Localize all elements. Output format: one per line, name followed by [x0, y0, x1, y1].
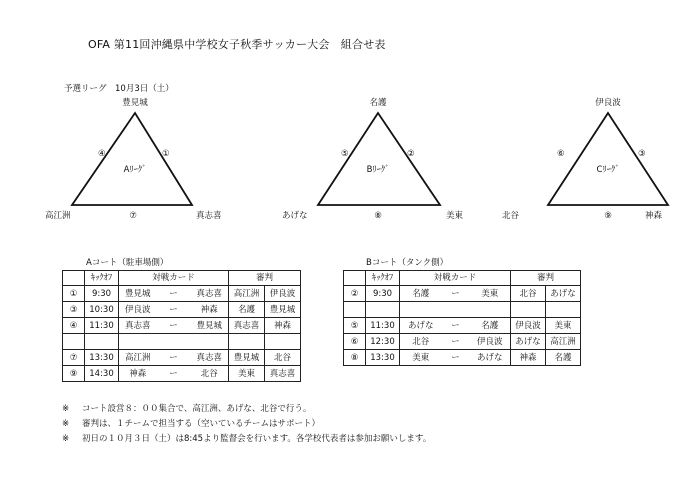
empty-cell: [470, 302, 511, 318]
referee-1: 名護: [229, 302, 265, 318]
court-b-table: [343, 270, 581, 366]
note-text: 初日の１０月３日（土）は8:45より監督会を行います。各学校代表者は参加お願いします。: [82, 434, 432, 444]
home-team: 豊見城: [119, 286, 157, 302]
group-a-match-bottom: ⑦: [129, 211, 137, 221]
empty-cell: [191, 334, 229, 350]
empty-cell: [442, 302, 470, 318]
group-c-name: Cﾘｰｸﾞ: [596, 165, 620, 175]
table-row: [344, 286, 581, 302]
header-kickoff: ｷｯｸｵﾌ: [366, 271, 400, 286]
note-referee: [62, 419, 320, 430]
empty-cell: [229, 334, 265, 350]
referee-1: 伊良波: [511, 318, 546, 334]
empty-cell: [265, 334, 301, 350]
match-number: ②: [344, 286, 366, 302]
empty-cell: [157, 334, 191, 350]
referee-1: 高江洲: [229, 286, 265, 302]
group-b-match-bottom: ⑧: [374, 211, 382, 221]
referee-2: 伊良波: [265, 286, 301, 302]
header-referee: 審判: [229, 271, 301, 286]
page-title: OFA 第11回沖縄県中学校女子秋季サッカー大会 組合せ表: [88, 38, 386, 51]
group-a-top-team: 豊見城: [122, 98, 148, 108]
group-b-left-team: あげな: [282, 211, 308, 221]
table-row: [344, 350, 581, 366]
group-c-top-team: 伊良波: [595, 98, 621, 108]
table-row: [63, 302, 301, 318]
match-number: ⑦: [63, 350, 85, 366]
table-row-blank: [344, 302, 581, 318]
away-team: 美東: [470, 286, 511, 302]
group-c-right-team: 神森: [645, 211, 663, 221]
group-b-top-team: 名護: [369, 98, 387, 108]
versus-dash: ー: [442, 286, 470, 302]
away-team: あげな: [470, 350, 511, 366]
table-row: [63, 350, 301, 366]
empty-cell: [400, 302, 442, 318]
match-number: ④: [63, 318, 85, 334]
home-team: 神森: [119, 366, 157, 382]
header-match: 対戦カード: [119, 271, 229, 286]
referee-2: 高江洲: [546, 334, 581, 350]
triangle-c: [548, 113, 668, 205]
header-number: [63, 271, 85, 286]
note-mark: ※: [62, 434, 70, 444]
home-team: 北谷: [400, 334, 442, 350]
match-number: ①: [63, 286, 85, 302]
away-team: 北谷: [191, 366, 229, 382]
table-row-blank: [63, 334, 301, 350]
league-triangles: [0, 0, 700, 240]
match-number: ⑥: [344, 334, 366, 350]
versus-dash: ー: [157, 302, 191, 318]
court-a-table: [62, 270, 301, 382]
empty-cell: [63, 334, 85, 350]
group-c-match-right: ③: [638, 149, 646, 159]
empty-cell: [344, 302, 366, 318]
header-number: [344, 271, 366, 286]
match-number: ⑨: [63, 366, 85, 382]
match-number: ⑧: [344, 350, 366, 366]
empty-cell: [119, 334, 157, 350]
home-team: 真志喜: [119, 318, 157, 334]
table-row: [63, 318, 301, 334]
kickoff-time: 11:30: [366, 318, 400, 334]
referee-1: 北谷: [511, 286, 546, 302]
versus-dash: ー: [442, 350, 470, 366]
referee-1: 美東: [229, 366, 265, 382]
kickoff-time: 13:30: [366, 350, 400, 366]
referee-1: 神森: [511, 350, 546, 366]
versus-dash: ー: [157, 366, 191, 382]
kickoff-time: 12:30: [366, 334, 400, 350]
table-row: [344, 334, 581, 350]
kickoff-time: 14:30: [85, 366, 119, 382]
referee-1: 豊見城: [229, 350, 265, 366]
table-header-row: [344, 271, 581, 286]
empty-cell: [546, 302, 581, 318]
triangle-b: [318, 113, 440, 205]
table-row: [63, 366, 301, 382]
home-team: 美東: [400, 350, 442, 366]
group-a-name: Aﾘｰｸﾞ: [123, 165, 147, 175]
kickoff-time: 11:30: [85, 318, 119, 334]
kickoff-time: 9:30: [85, 286, 119, 302]
referee-2: あげな: [546, 286, 581, 302]
away-team: 真志喜: [191, 286, 229, 302]
versus-dash: ー: [157, 286, 191, 302]
home-team: あげな: [400, 318, 442, 334]
referee-2: 神森: [265, 318, 301, 334]
group-a-right-team: 真志喜: [196, 211, 222, 221]
group-c-match-bottom: ⑨: [604, 211, 612, 221]
note-mark: ※: [62, 419, 70, 429]
away-team: 豊見城: [191, 318, 229, 334]
away-team: 伊良波: [470, 334, 511, 350]
table-row: [344, 318, 581, 334]
group-c-left-team: 北谷: [502, 211, 520, 221]
referee-2: 美東: [546, 318, 581, 334]
versus-dash: ー: [157, 318, 191, 334]
note-text: 審判は、１チームで担当する（空いているチームはサポート）: [82, 419, 321, 429]
group-a-left-team: 高江洲: [45, 211, 71, 221]
group-a-match-left: ④: [98, 149, 106, 159]
referee-2: 北谷: [265, 350, 301, 366]
table-header-row: [63, 271, 301, 286]
versus-dash: ー: [157, 350, 191, 366]
versus-dash: ー: [442, 318, 470, 334]
away-team: 真志喜: [191, 350, 229, 366]
match-number: ⑤: [344, 318, 366, 334]
kickoff-time: 9:30: [366, 286, 400, 302]
note-mark: ※: [62, 404, 70, 414]
home-team: 高江洲: [119, 350, 157, 366]
empty-cell: [85, 334, 119, 350]
note-managers-meeting: [62, 434, 431, 445]
group-b-match-right: ②: [407, 149, 415, 159]
group-a-match-right: ①: [162, 149, 170, 159]
note-text: コート設営８：００集合で、高江洲、あげな、北谷で行う。: [82, 404, 312, 414]
header-referee: 審判: [511, 271, 581, 286]
match-number: ③: [63, 302, 85, 318]
referee-1: 真志喜: [229, 318, 265, 334]
court-a-title: Aコート（駐車場側）: [86, 258, 169, 268]
home-team: 伊良波: [119, 302, 157, 318]
referee-1: あげな: [511, 334, 546, 350]
empty-cell: [366, 302, 400, 318]
court-b-title: Bコート（タンク側）: [366, 258, 449, 268]
versus-dash: ー: [442, 334, 470, 350]
referee-2: 豊見城: [265, 302, 301, 318]
group-b-name: Bﾘｰｸﾞ: [366, 165, 390, 175]
header-match: 対戦カード: [400, 271, 511, 286]
referee-2: 真志喜: [265, 366, 301, 382]
kickoff-time: 10:30: [85, 302, 119, 318]
away-team: 名護: [470, 318, 511, 334]
referee-2: 名護: [546, 350, 581, 366]
away-team: 神森: [191, 302, 229, 318]
empty-cell: [511, 302, 546, 318]
group-b-right-team: 美東: [446, 211, 464, 221]
note-court-setup: [62, 404, 311, 415]
triangle-a: [72, 113, 192, 205]
table-row: [63, 286, 301, 302]
preliminary-league-date: 予選リーグ 10月3日（土）: [64, 84, 174, 94]
group-c-match-left: ⑥: [557, 149, 565, 159]
home-team: 名護: [400, 286, 442, 302]
kickoff-time: 13:30: [85, 350, 119, 366]
group-b-match-left: ⑤: [341, 149, 349, 159]
header-kickoff: ｷｯｸｵﾌ: [85, 271, 119, 286]
